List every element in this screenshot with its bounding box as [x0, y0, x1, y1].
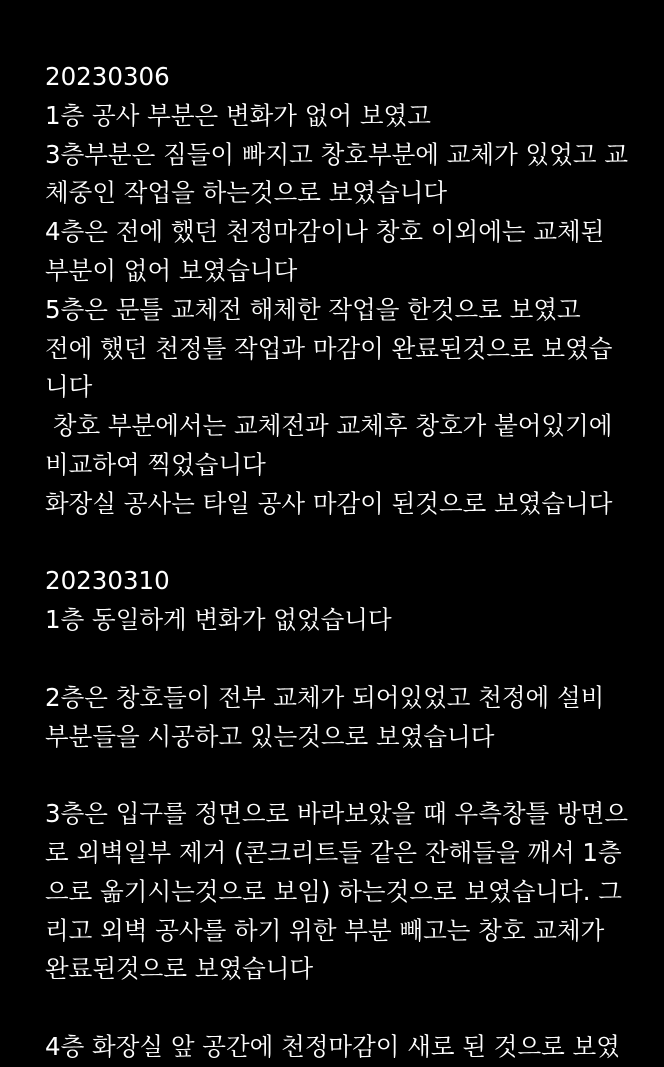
blank-line	[45, 989, 645, 1028]
note-line: 리고 외벽 공사를 하기 위한 부분 빼고는 창호 교체가	[45, 915, 605, 945]
note-line: 1층 동일하게 변화가 없었습니다	[45, 605, 392, 635]
note-line: 3층은 입구를 정면으로 바라보았을 때 우측창틀 방면으	[45, 799, 628, 829]
note-line: 비교하여 찍었습니다	[45, 449, 266, 479]
note-line: 니다	[45, 372, 93, 402]
note-line: 2층은 창호들이 전부 교체가 되어있었고 천정에 설비	[45, 682, 605, 712]
note-text-body[interactable]	[45, 58, 645, 1067]
blank-line	[45, 640, 645, 679]
note-line: 5층은 문틀 교체전 해체한 작업을 한것으로 보였고	[45, 294, 581, 324]
note-line: 체중인 작업을 하는것으로 보였습니다	[45, 178, 448, 208]
note-line: 부분이 없어 보였습니다	[45, 255, 298, 285]
note-line: 로 외벽일부 제거 (콘크리트들 같은 잔해들을 깨서 1층	[45, 837, 622, 867]
blank-line	[45, 524, 645, 563]
date-heading: 20230310	[45, 566, 170, 596]
note-line-partial: 4층 화장실 앞 공간에 천정마감이 새로 된 것으로 보였	[45, 1031, 620, 1061]
note-line: 1층 공사 부분은 변화가 없어 보였고	[45, 100, 431, 130]
note-line: 으로 옮기시는것으로 보임) 하는것으로 보였습니다. 그	[45, 876, 622, 906]
note-line: 부분들을 시공하고 있는것으로 보였습니다	[45, 721, 495, 751]
date-heading: 20230306	[45, 62, 170, 91]
note-line: 3층부분은 짐들이 빠지고 창호부분에 교체가 있었고 교	[45, 139, 628, 169]
note-line: 4층은 전에 했던 천정마감이나 창호 이외에는 교체된	[45, 217, 605, 247]
blank-line	[45, 756, 645, 795]
note-line: 완료된것으로 보였습니다	[45, 954, 314, 984]
note-line: 창호 부분에서는 교체전과 교체후 창호가 붙어있기에	[45, 411, 613, 441]
note-line: 화장실 공사는 타일 공사 마감이 된것으로 보였습니다	[45, 488, 613, 518]
note-line: 전에 했던 천정틀 작업과 마감이 완료된것으로 보였습	[45, 333, 613, 363]
